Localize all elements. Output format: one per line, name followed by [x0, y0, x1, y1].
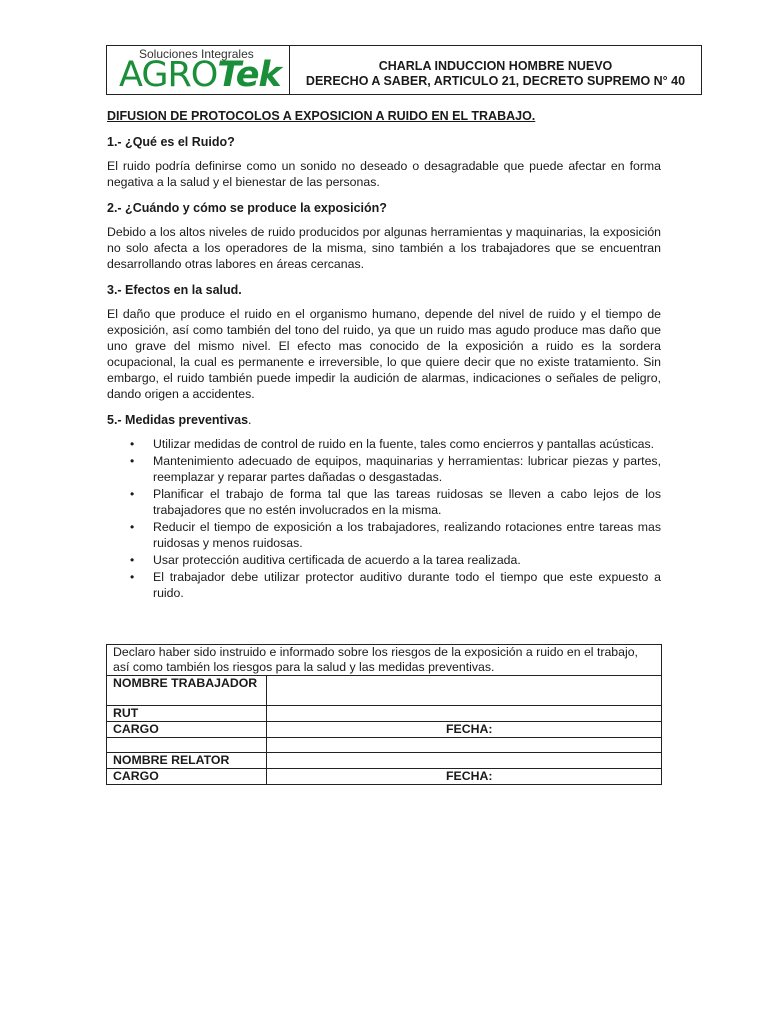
section-body-2: Debido a los altos niveles de ruido producidos por algunas herramientas y maquinarias, la exposición no solo afecta a los operadores de la misma, sino también a los trabajadores que se encuentran desarrollando otras labores en áreas cercanas. — [107, 225, 661, 271]
logo-agro: AGRO — [119, 55, 218, 95]
cargo-label: CARGO — [107, 722, 267, 738]
section-heading-5 — [107, 412, 661, 428]
list-item: • Usar protección auditiva certificada de acuerdo a la tarea realizada. — [153, 552, 661, 568]
main-heading: DIFUSION DE PROTOCOLOS A EXPOSICION A RUIDO EN EL TRABAJO. — [107, 109, 536, 123]
nombre-relator-label: NOMBRE RELATOR — [107, 753, 267, 769]
document-header — [106, 45, 702, 95]
header-title-line1: CHARLA INDUCCION HOMBRE NUEVO — [378, 59, 613, 73]
section-body-1: El ruido podría definirse como un sonido no deseado o desagradable que puede afectar en forma negativa a la salud y el bienestar de las personas. — [107, 159, 661, 189]
cargo2-label: CARGO — [107, 769, 267, 785]
declaration-text: Declaro haber sido instruido e informado sobre los riesgos de la exposición a ruido en el trabajo, así como también los riesgos para la salud y las medidas preventivas. — [107, 645, 662, 676]
signature-form — [106, 644, 662, 785]
rut-field[interactable] — [267, 706, 662, 722]
document-body — [107, 108, 661, 602]
fecha-label: FECHA: — [446, 722, 493, 736]
blank-field[interactable] — [267, 738, 662, 753]
preventive-measures-list — [107, 436, 661, 601]
header-title — [290, 46, 701, 94]
logo-subtitle: Soluciones Integrales — [139, 47, 254, 61]
nombre-trabajador-label: NOMBRE TRABAJADOR — [107, 676, 267, 706]
list-item: • Planificar el trabajo de forma tal que las tareas ruidosas se lleven a cabo lejos de los trabajadores que no estén involucrados en la misma. — [153, 486, 661, 518]
nombre-relator-field[interactable] — [267, 753, 662, 769]
section-heading-1: 1.- ¿Qué es el Ruido? — [107, 135, 235, 149]
logo-tek: Tek — [217, 55, 281, 95]
section-heading-5-text: 5.- Medidas preventivas — [107, 413, 249, 427]
header-title-line2: DERECHO A SABER, ARTICULO 21, DECRETO SUPREMO N° 40 — [305, 74, 686, 88]
list-item: • Reducir el tiempo de exposición a los trabajadores, realizando rotaciones entre tareas mas ruidosas y menos ruidosas. — [153, 519, 661, 551]
section-heading-2: 2.- ¿Cuándo y cómo se produce la exposición? — [107, 201, 387, 215]
fecha2-field[interactable] — [267, 769, 662, 785]
section-heading-5-suffix: . — [248, 413, 252, 427]
rut-label: RUT — [107, 706, 267, 722]
section-heading-3: 3.- Efectos en la salud. — [107, 283, 242, 297]
blank-label — [107, 738, 267, 753]
fecha-field[interactable] — [267, 722, 662, 738]
fecha2-label: FECHA: — [446, 769, 493, 783]
list-item: • Utilizar medidas de control de ruido en la fuente, tales como encierros y pantallas acústicas. — [153, 436, 661, 452]
company-logo — [107, 46, 290, 94]
nombre-trabajador-field[interactable] — [267, 676, 662, 706]
list-item: • El trabajador debe utilizar protector auditivo durante todo el tiempo que este expuesto a ruido. — [153, 569, 661, 601]
logo-wordmark — [119, 55, 281, 95]
list-item: • Mantenimiento adecuado de equipos, maquinarias y herramientas: lubricar piezas y partes, reemplazar y reparar partes dañadas o desgastadas. — [153, 453, 661, 485]
section-body-3: El daño que produce el ruido en el organismo humano, depende del nivel de ruido y el tiempo de exposición, así como también del tono del ruido, ya que un ruido mas agudo produce mas daño que uno grave del mismo nivel. El efecto mas conocido de la exposición a ruido es la sordera ocupacional, la cual es permanente e irreversible, lo que quiere decir que no existe tratamiento. Sin embargo, el ruido también puede impedir la audición de alarmas, indicaciones o señales de peligro, dando origen a accidentes. — [107, 307, 661, 401]
